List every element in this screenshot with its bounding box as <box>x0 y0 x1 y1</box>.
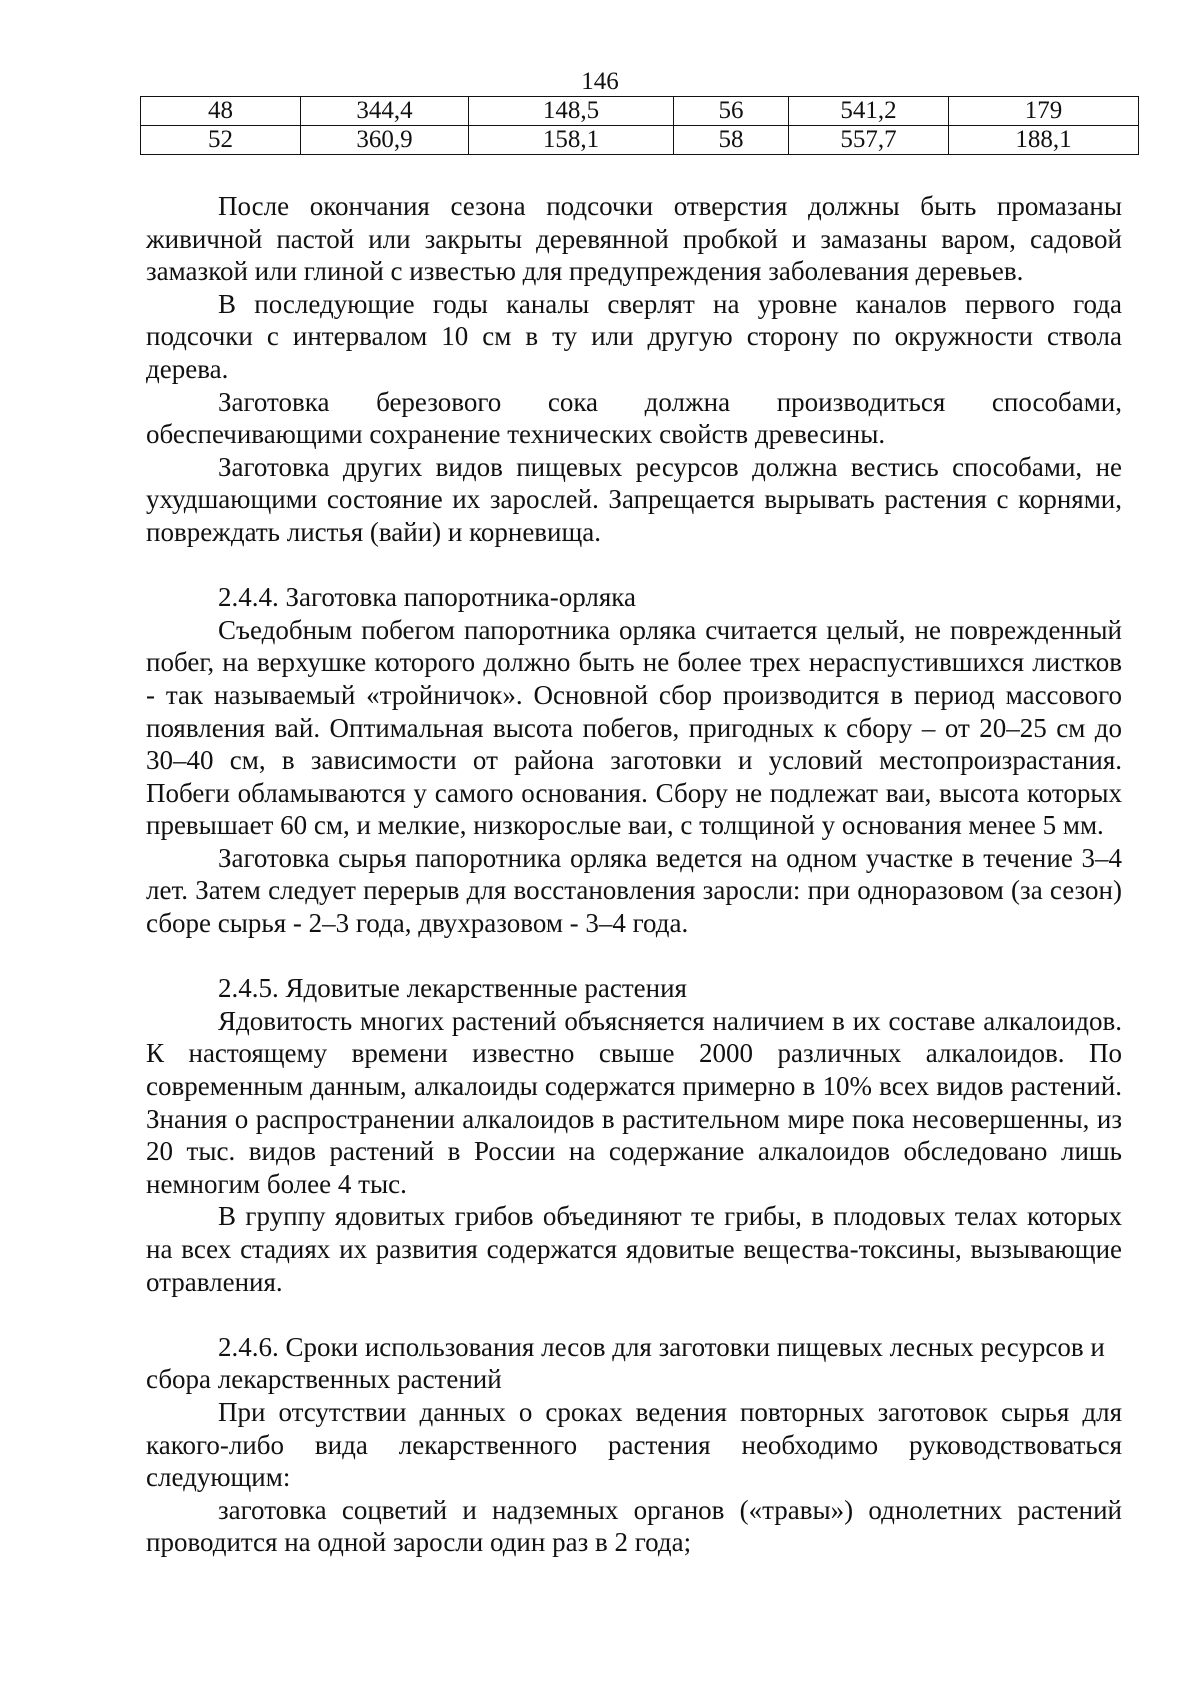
section-heading: 2.4.4. Заготовка папоротника-орляка <box>218 582 636 613</box>
table-cell: 56 <box>674 97 789 126</box>
table-cell: 52 <box>141 126 301 155</box>
table-cell: 58 <box>674 126 789 155</box>
paragraph: Заготовка березового сока должна производиться способами, обеспечивающими сохранение технических свойств древесины. <box>146 386 1122 450</box>
section-heading: 2.4.6. Сроки использования лесов для заготовки пищевых лесных ресурсов и сбора лекарственных растений <box>146 1331 1105 1395</box>
page-number: 146 <box>581 68 619 95</box>
paragraph: Заготовка сырья папоротника орляка ведется на одном участке в течение 3–4 лет. Затем следует перерыв для восстановления заросли: при одноразовом (за сезон) сборе сырья - 2–3 года, двухразовом - 3–4 года. <box>146 842 1122 939</box>
data-table <box>140 96 1139 155</box>
table-cell: 48 <box>141 97 301 126</box>
paragraph: Съедобным побегом папоротника орляка считается целый, не поврежденный побег, на верхушке которого должно быть не более трех нераспустившихся листков - так называемый «тройничок». Основной сбор производится в период массового появления вай. Оптимальная высота побегов, пригодных к сбору – от 20–25 см до 30–40 см, в зависимости от района заготовки и условий местопроизрастания. Побеги обламываются у самого основания. Сбору не подлежат ваи, высота которых превышает 60 см, и мелкие, низкорослые ваи, с толщиной у основания менее 5 мм. <box>146 614 1122 841</box>
table-cell: 148,5 <box>469 97 674 126</box>
table-cell: 344,4 <box>301 97 469 126</box>
paragraph: После окончания сезона подсочки отверстия должны быть промазаны живичной пастой или закрыты деревянной пробкой и замазаны варом, садовой замазкой или глиной с известью для предупреждения заболевания деревьев. <box>146 191 1122 287</box>
paragraph: Ядовитость многих растений объясняется наличием в их составе алкалоидов. К настоящему времени известно свыше 2000 различных алкалоидов. По современным данным, алкалоиды содержатся примерно в 10% всех видов растений. Знания о распространении алкалоидов в растительном мире пока несовершенны, из 20 тыс. видов растений в России на содержание алкалоидов обследовано лишь немногим более 4 тыс. <box>146 1005 1122 1199</box>
document-body <box>146 190 1122 1559</box>
paragraph: В группу ядовитых грибов объединяют те грибы, в плодовых телах которых на всех стадиях их развития содержатся ядовитые вещества-токсины, вызывающие отравления. <box>146 1201 1122 1297</box>
paragraph: Заготовка других видов пищевых ресурсов должна вестись способами, не ухудшающими состояние их зарослей. Запрещается вырывать растения с корнями, повреждать листья (вайи) и корневища. <box>146 451 1122 547</box>
table-cell: 360,9 <box>301 126 469 155</box>
section-heading: 2.4.5. Ядовитые лекарственные растения <box>218 973 687 1004</box>
table-cell: 179 <box>949 97 1139 126</box>
paragraph: заготовка соцветий и надземных органов («травы») однолетних растений проводится на одной заросли один раз в 2 года; <box>146 1494 1122 1558</box>
paragraph: При отсутствии данных о сроках ведения повторных заготовок сырья для какого-либо вида лекарственного растения необходимо руководствоваться следующим: <box>146 1396 1122 1493</box>
table-cell: 158,1 <box>469 126 674 155</box>
table-cell: 541,2 <box>789 97 949 126</box>
table-row <box>141 126 1139 155</box>
table-cell: 557,7 <box>789 126 949 155</box>
paragraph: В последующие годы каналы сверлят на уровне каналов первого года подсочки с интервалом 10 см в ту или другую сторону по окружности ствола дерева. <box>146 288 1122 384</box>
table-cell: 188,1 <box>949 126 1139 155</box>
table-row <box>141 97 1139 126</box>
